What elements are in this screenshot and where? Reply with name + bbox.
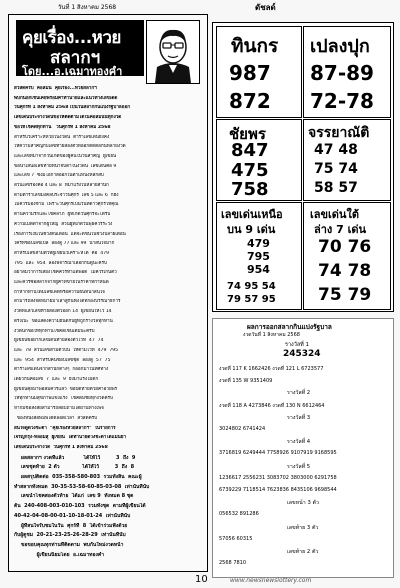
article-line: ความเมตตาจากผู้ใหญ่ ส่วนผู้ที่เกิดวันพุธควรระวัง — [14, 221, 113, 227]
prize-tier-label: รางวัลที่ 4 — [287, 439, 311, 446]
first-prize-label: รางวัลที่ 1 — [285, 342, 310, 348]
author-portrait — [146, 20, 200, 84]
column-title-line2: สลากฯ — [50, 48, 101, 68]
prize-numbers-row: 6739229 7118514 7623836 8435106 9698544 — [219, 487, 337, 493]
article-line: กับผู้ดูชม 20-21-23-25-26-28-29 เท่านั้นที่นับ — [14, 532, 126, 539]
prediction-number: 72-78 — [310, 89, 374, 113]
article-line: งวดที่แล้วเลขท้ายสองตัวออก 14 ผู้เขียนให้ไว้ 14 — [14, 309, 112, 315]
prediction-pair: 47 48 — [314, 142, 358, 158]
lower-pair: 75 79 — [318, 285, 372, 305]
prize-tier-label: เลขหน้า 3 ตัว — [287, 500, 319, 507]
article-line: วันศุกร์ที่ 1 สิงหาคม 2568 เป็นวันสลากกินแบ่งรัฐบาลออก — [14, 105, 131, 111]
predictor-name: เปลงปุก — [310, 36, 370, 57]
prize-numbers-row: 3716819 6249444 7758926 9107919 9168595 — [219, 450, 337, 457]
article-line: และ 954 สำหรับคนชอบเลขชุด ลองดู 57 75 — [14, 357, 111, 363]
lower-numbers-cell — [303, 202, 391, 310]
upper-triple: 954 — [247, 263, 270, 276]
article-line: ให้ความสำคัญกับเลขท้ายสองตัวที่ออกติดต่อกันหลายงวด — [14, 144, 126, 150]
article-line: เลขเด่นประจำงวดนี้ขอให้ติดตามได้ในคอลัมน์นี้ทุกงวด — [14, 115, 122, 121]
upper-triple: 795 — [247, 250, 270, 263]
article-line: พบกันอีกเช่นเคยพร้อมคำทำนายและแนวทางเลขเด็ด — [14, 95, 118, 101]
lottery-results-box — [212, 318, 394, 578]
article-line: เลขชุดท้าย 2 ตัว ได้ให้ไว้ 3 ถึง 8 — [14, 464, 135, 471]
page-footer — [0, 573, 400, 588]
article-line: ไม่ควรมองข้าม เพราะวันศุกร์เป็นวันที่ดาวศุกร์ให้คุณ — [14, 202, 119, 208]
article-line: ตามตำราเลขมงคลประจำวันศุกร์ เลข 5 และ 6 ก็ยัง — [14, 192, 119, 198]
article-line: ให้ทุกท่านมีสุขภาพแข็งแรง โชคดีมีชัยทุกงวดครับ — [14, 396, 113, 402]
article-line: ใครที่ชอบเลขเบิ้ล ลองดู 77 และ 99 น่าสนใจมาก — [14, 241, 115, 247]
article-line: ขอขอบคุณทุกท่านที่ติดตาม พบกันใหม่งวดหน้า — [14, 541, 124, 548]
lower-pair: 74 78 — [318, 261, 372, 281]
column-banner — [16, 20, 144, 76]
prediction-cell-1 — [216, 26, 302, 118]
article-line: และเลข 7 ซึ่งมีโอกาสออกในตำแหน่งหลักสิบ — [14, 173, 104, 179]
article-line: 40-42-04-08-00-01-10-18-01-24 เท่านั้นที่นับ — [14, 512, 131, 519]
article-line: และ 78 ส่วนเลขสามตัวบน ให้ตามไว้ที่ 479 795 — [14, 347, 119, 353]
article-line: เรื่องการเงินในช่วงต้นเดือน แต่จะดีขึ้นในช่วงปลายเดือน — [14, 231, 126, 237]
article-line: ผลสลากฯ งวดที่แล้ว ได้ให้ไว้ 3 ถึง 9 — [14, 454, 136, 461]
article-line: งวดนี้ก็ขอให้ทุกท่านโชคดีเช่นเดิมนะครับ — [14, 328, 95, 334]
lower-title: เลขเด่นใต้ — [310, 208, 359, 221]
column-title-line1: คุยเรื่อง...หวย — [22, 28, 121, 48]
prize-tier-label: รางวัลที่ 2 — [287, 390, 311, 397]
prediction-number: 87-89 — [310, 61, 374, 85]
portrait-illustration-icon — [147, 21, 199, 83]
article-line: สำหรับวิเคราะห์หวยในงวดนี้ ตำราเลขเด่นยังคง — [14, 134, 110, 140]
predictor-name: ทินกร — [231, 35, 279, 57]
article-line: ตำราเลขเด่นจากสำนักต่างๆ ก็ออกมาในทิศทาง — [14, 367, 109, 373]
upper-triple: 479 — [247, 237, 270, 250]
prediction-pair: 58 57 — [314, 180, 358, 196]
article-line: อย่าลืมว่าการเสี่ยงโชคควรทำแต่พอดี ไม่ควรเกินตัว — [14, 270, 117, 276]
upper-pairs: 74 95 54 — [227, 281, 276, 292]
upper-numbers-cell — [216, 202, 302, 310]
prize-tier-label: รางวัลที่ 3 — [287, 414, 311, 421]
prize-tier-label: รางวัลที่ 5 — [287, 463, 311, 470]
article-line: ผลสรุปติดต่อ 035-358-580-803 รวมทั้งสิ้น คณะผู้ — [14, 474, 142, 480]
upper-subtitle: บน 9 เด่น — [227, 223, 276, 236]
article-line: ด้านความรักและโชคลาภ ผู้ที่เกิดวันศุกร์จะได้รับ — [14, 212, 111, 218]
article-line: ถ้าหากท่านใดมีเลขเด็ดหรือความฝันที่น่าสนใจ — [14, 289, 105, 295]
results-title: ผลการออกสลากกินแบ่งรัฐบาล — [247, 323, 332, 331]
upper-title: เลขเด่นเหนือ — [221, 208, 283, 221]
prediction-number: 987 — [229, 61, 271, 85]
results-date: งวดวันที่ 1 สิงหาคม 2568 — [243, 332, 300, 338]
issue-date: วันที่ 1 สิงหาคม 2568 — [58, 4, 117, 11]
prediction-cell-2 — [303, 26, 391, 118]
prize-numbers-row: งวดที่ 135 W 9351409 — [219, 378, 273, 385]
article-line: สวัสดีครับ คอลัมน์ คุยเรื่อง...หวยสลากฯ — [14, 86, 97, 91]
article-line: หากมีข้อสงสัยสามารถสอบถามได้ผ่านทางเพจ — [14, 406, 104, 412]
column-author: โดย...อ.เฉมาทองคำ — [22, 65, 123, 78]
article-line: และควรซื้อสลากจากผู้ค้าที่ขายในราคาที่กำหนด — [14, 280, 109, 285]
article-line: ผู้เขียนขอฝากเลขเด่นท้ายสองตัวไว้ที่ 47 74 — [14, 338, 104, 344]
article-line: ต้น 240-408-003-010-103 รวมทั้งชุด ตามที่ผู้เขียนได้ — [14, 503, 146, 510]
article-line: สนใจดูดวงชะตา "คุยเรื่องหวยสลากฯ" ในรายการ — [14, 425, 116, 431]
lower-pair: 70 76 — [318, 237, 372, 257]
article-line: ของหนังสือพิมพ์ได้ตลอดเวลา สวัสดีครับ — [14, 415, 98, 421]
predictions-box — [212, 22, 394, 312]
article-line: เจริญกรุง-หลอมสุ ผู้เขียน ได้ทำนายดวงชะตาได้แม่นยำ — [14, 435, 127, 441]
prediction-number: 872 — [229, 89, 271, 113]
prize-tier-label: เลขท้าย 3 ตัว — [287, 524, 319, 531]
article-line: สามารถส่งจดหมายมาเล่าสู่กันฟังได้ที่กองบรรณาธิการ — [14, 299, 121, 305]
article-line: ขอนำเสนอเลขท้ายที่น่าจับตาในงวดนี้ เลขเด่นคือ 9 — [14, 163, 117, 169]
prediction-cell-4 — [303, 119, 391, 201]
predictor-name: ชัยพร — [229, 125, 266, 143]
prize-tier-label: เลขท้าย 2 ตัว — [287, 549, 319, 555]
article-line: 795 และ 954 ลองพิจารณาเลือกกันดูนะครับ — [14, 260, 107, 266]
article-line: ทำสลากทั้งหมด 30-35-53-58-60-85-03-08 เท่านั้นที่นับ — [14, 483, 150, 490]
prediction-pair: 75 74 — [314, 161, 358, 177]
article-line: ส่วนเลขรองคือ 4 และ 8 ที่มาแรงในหลายสำนัก — [14, 183, 109, 188]
article-line: ขอให้โชคดีทุกท่าน วันศุกร์ที่ 1 สิงหาคม 2568 — [14, 124, 111, 130]
article-line: เลขนำโชคสองตัวท้าย ได้แก่ เลข 9 ทั้งหมด 8 ชุด — [14, 493, 134, 500]
article-line: ผู้เขียนคุยมาพอสมควรแล้ว ขอปิดท้ายด้วยคำอวยพร — [14, 386, 118, 392]
lower-subtitle: ล่าง 7 เด่น — [314, 223, 367, 236]
prize-numbers-row: 57056 60315 — [219, 535, 253, 542]
prediction-number: 475 — [231, 160, 269, 181]
article-line: ผู้เขียนนิยมโดย อ.เฉมาทองคำ — [14, 551, 105, 558]
prize-numbers-row: 1236617 2556231 3083702 3803000 6291758 — [219, 474, 337, 481]
prize-numbers-row: งวดที่ 117 K 1662426 งวดที่ 121 L 6723577 — [219, 366, 324, 372]
article-line: สำหรับเลขสามตัวที่ผู้เขียนวิเคราะห์ได้ คือ 479 — [14, 250, 110, 256]
prize-numbers-row: งวดที่ 118 A 4273846 งวดที่ 130 N 6612464 — [219, 402, 325, 409]
article-line: เดียวกันคือเลข 7 และ 9 ยังมาแรงไม่ตก — [14, 377, 99, 382]
publication-logo: ดัชลด์ — [255, 3, 276, 12]
article-line: และเลขที่มาจากวันเกิดของผู้คนในวันสำคัญ ผู้เขียน — [14, 153, 117, 159]
predictor-name: จรรยาณัติ — [308, 125, 370, 141]
prediction-cell-3 — [216, 119, 302, 201]
article-line: เลขเด่นประจำงวด วันศุกร์ที่ 1 สิงหาคม 2568 — [14, 444, 108, 450]
footer-watermark-url: www.newsnewslottery.com — [230, 577, 312, 584]
article-line: ผู้ที่สนใจรับชมในวัน ศุกร์ที่ 8 ได้เข้าร่วมฟังด้วย — [14, 522, 128, 529]
prize-numbers-row: 056532 891286 — [219, 511, 259, 518]
first-prize-number: 245324 — [283, 349, 321, 359]
page-header — [0, 0, 400, 12]
page-number: 10 — [195, 574, 208, 585]
prize-numbers-row: 3024802 6741424 — [219, 426, 266, 432]
upper-pairs: 79 57 95 — [227, 294, 276, 305]
prediction-number: 847 — [231, 140, 269, 161]
prize-numbers-row: 2568 7810 — [219, 560, 247, 567]
prediction-number: 758 — [231, 179, 269, 200]
article-line: ตรงเป๊ะ ขอแสดงความยินดีกับผู้ที่ถูกรางวัลทุกท่าน — [14, 318, 113, 324]
